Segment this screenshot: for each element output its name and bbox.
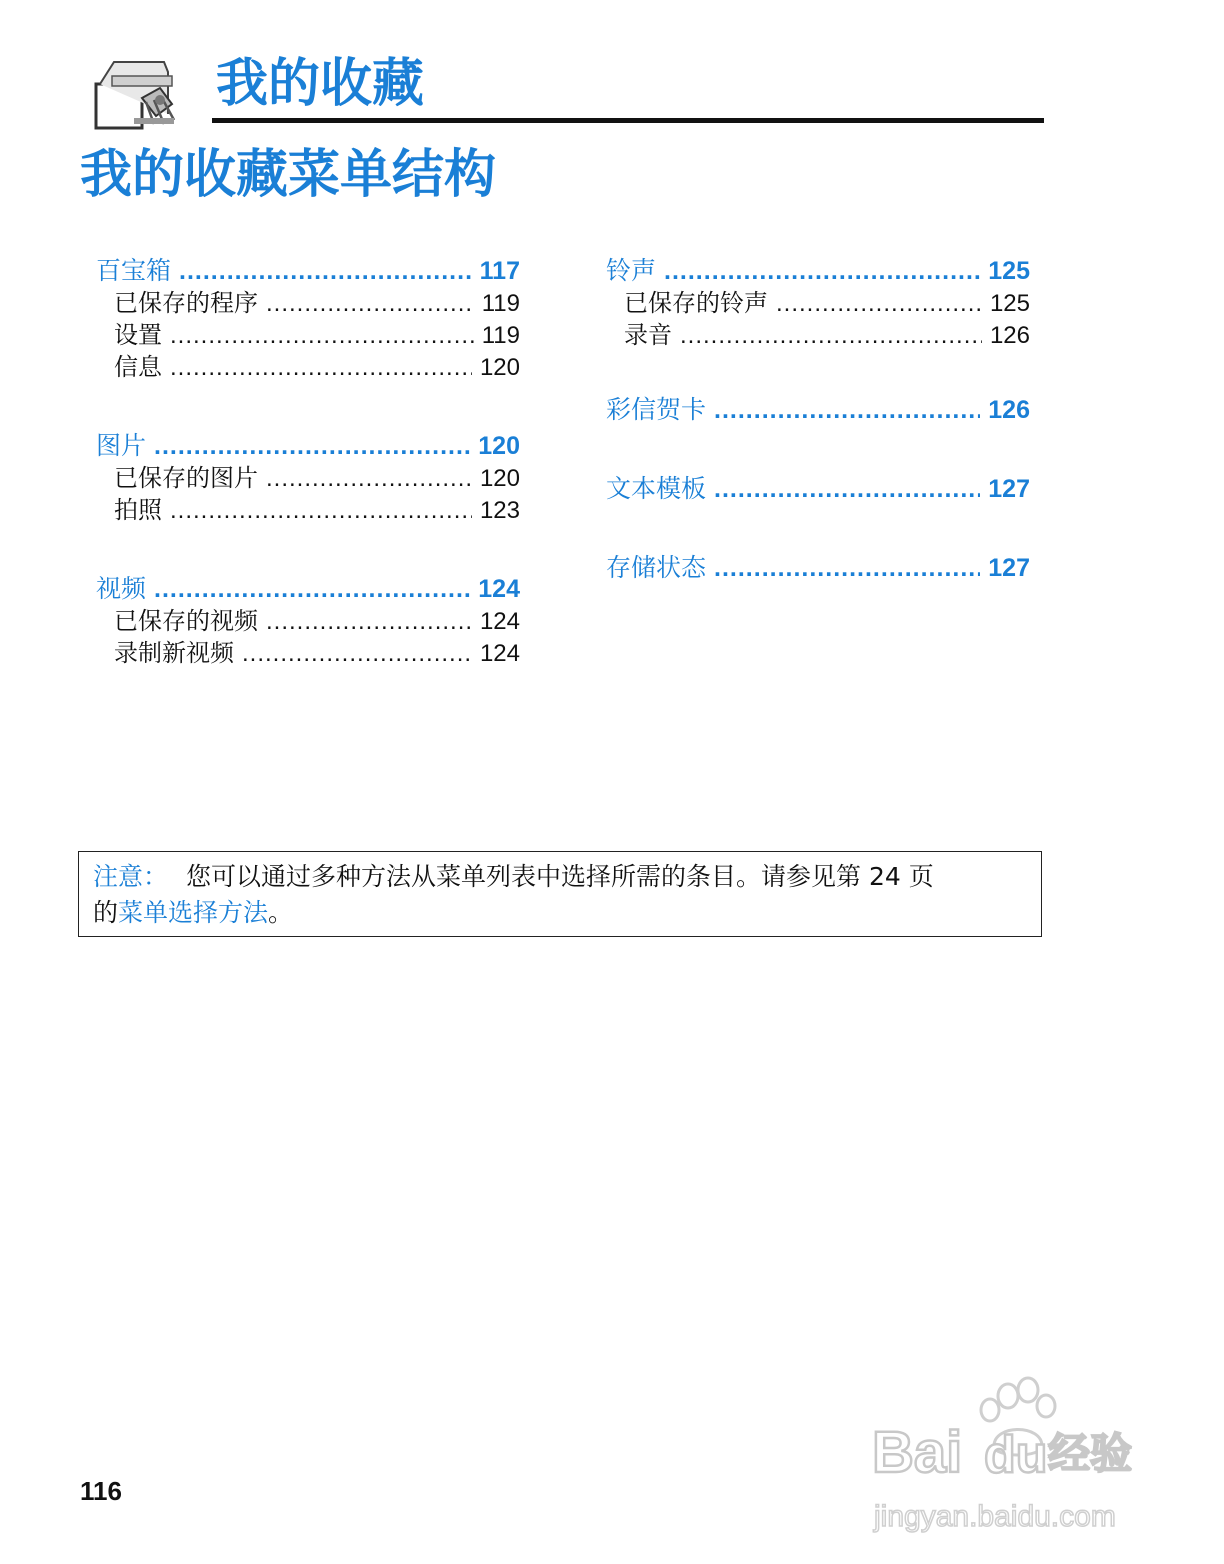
toc-group-java — [96, 254, 520, 383]
toc-subentry[interactable] — [96, 287, 520, 319]
toc-entry-label: 彩信贺卡 — [606, 395, 707, 424]
toc-subentry[interactable] — [96, 462, 520, 494]
toc-subentry-label: 设置 — [114, 321, 162, 349]
baidu-jingyan-watermark-logo — [862, 1376, 1152, 1546]
page-heading: 我的收藏菜单结构 — [80, 145, 497, 205]
note-box — [78, 851, 1042, 937]
toc-subentry-page: 126 — [989, 322, 1030, 349]
toc-entry[interactable] — [606, 472, 1030, 505]
toc-entry-page: 117 — [479, 257, 520, 285]
toc-entry-label: 图片 — [96, 431, 147, 460]
leader-dots — [266, 606, 472, 638]
header-rule — [212, 118, 1044, 123]
note-line-2 — [93, 896, 293, 930]
toc-entry[interactable] — [606, 254, 1030, 287]
toc-entry-page: 124 — [478, 575, 520, 603]
leader-dots — [664, 255, 980, 288]
toc-subentry-page: 125 — [989, 290, 1030, 317]
toc-subentry-page: 123 — [479, 497, 520, 524]
toc-entry[interactable] — [606, 393, 1030, 426]
leader-dots — [154, 573, 470, 606]
toc-subentry[interactable] — [606, 319, 1030, 351]
leader-dots — [714, 394, 980, 427]
toc-entry-page: 127 — [988, 554, 1030, 582]
page-number: 116 — [80, 1476, 122, 1506]
toc-entry[interactable] — [96, 254, 520, 287]
toc-entry-label: 百宝箱 — [96, 256, 172, 285]
toc-subentry-page: 124 — [479, 608, 520, 635]
toc-subentry[interactable] — [606, 287, 1030, 319]
toc-subentry[interactable] — [96, 637, 520, 669]
toc-entry-label: 铃声 — [606, 256, 657, 285]
toc-subentry[interactable] — [96, 351, 520, 383]
note-text-suffix: 。 — [268, 898, 294, 927]
toc-subentry-page: 120 — [479, 465, 520, 492]
toc-subentry-label: 拍照 — [114, 496, 162, 524]
toc-left-column — [96, 254, 520, 669]
leader-dots — [170, 495, 472, 527]
leader-dots — [266, 288, 474, 320]
toc-entry-label: 视频 — [96, 574, 147, 603]
toc-group-ringtones — [606, 254, 1030, 351]
toc-entry-page: 125 — [988, 257, 1030, 285]
leader-dots — [242, 638, 472, 670]
toc-subentry[interactable] — [96, 605, 520, 637]
leader-dots — [179, 255, 472, 288]
note-link[interactable]: 菜单选择方法 — [118, 898, 269, 927]
leader-dots — [154, 430, 470, 463]
toc-subentry-label: 信息 — [114, 353, 162, 381]
toc-subentry-page: 120 — [479, 354, 520, 381]
toc-entry[interactable] — [96, 572, 520, 605]
leader-dots — [714, 552, 980, 585]
leader-dots — [776, 288, 982, 320]
toc-entry-page: 120 — [478, 432, 520, 460]
leader-dots — [170, 320, 474, 352]
toc-group-videos — [96, 572, 520, 669]
toc-entry-page: 127 — [988, 475, 1030, 503]
svg-text:经验: 经验 — [1048, 1429, 1133, 1478]
toc-subentry-label: 录音 — [624, 321, 672, 349]
toc-right-column — [606, 254, 1030, 584]
toc-subentry-page: 119 — [481, 290, 520, 317]
svg-text:jingyan.baidu.com: jingyan.baidu.com — [874, 1500, 1116, 1533]
toc-group-mms-cards — [606, 393, 1030, 426]
toc-entry[interactable] — [606, 551, 1030, 584]
chapter-title: 我的收藏 — [216, 54, 425, 114]
toc-subentry[interactable] — [96, 319, 520, 351]
note-line-1 — [93, 860, 934, 894]
toc-entry-page: 126 — [988, 396, 1030, 424]
note-text-prefix: 的 — [93, 898, 119, 927]
toc-subentry-label: 已保存的图片 — [114, 464, 258, 492]
toc-subentry-label: 录制新视频 — [114, 639, 234, 667]
toc-entry[interactable] — [96, 429, 520, 462]
svg-text:du: du — [984, 1426, 1048, 1484]
note-text: 您可以通过多种方法从菜单列表中选择所需的条目。请参见第 24 页 — [186, 862, 934, 891]
svg-text:Bai: Bai — [872, 1420, 963, 1485]
toc-subentry[interactable] — [96, 494, 520, 526]
toc-subentry-label: 已保存的程序 — [114, 289, 258, 317]
note-label: 注意： — [93, 862, 169, 891]
folder-tools-icon — [94, 54, 180, 134]
toc-group-memory-status — [606, 551, 1030, 584]
toc-entry-label: 存储状态 — [606, 553, 707, 582]
toc-subentry-page: 124 — [479, 640, 520, 667]
leader-dots — [680, 320, 982, 352]
toc-subentry-page: 119 — [481, 322, 520, 349]
toc-subentry-label: 已保存的视频 — [114, 607, 258, 635]
toc-entry-label: 文本模板 — [606, 474, 707, 503]
leader-dots — [714, 473, 980, 506]
toc-group-pictures — [96, 429, 520, 526]
leader-dots — [266, 463, 472, 495]
leader-dots — [170, 352, 472, 384]
toc-group-text-templates — [606, 472, 1030, 505]
toc-subentry-label: 已保存的铃声 — [624, 289, 768, 317]
